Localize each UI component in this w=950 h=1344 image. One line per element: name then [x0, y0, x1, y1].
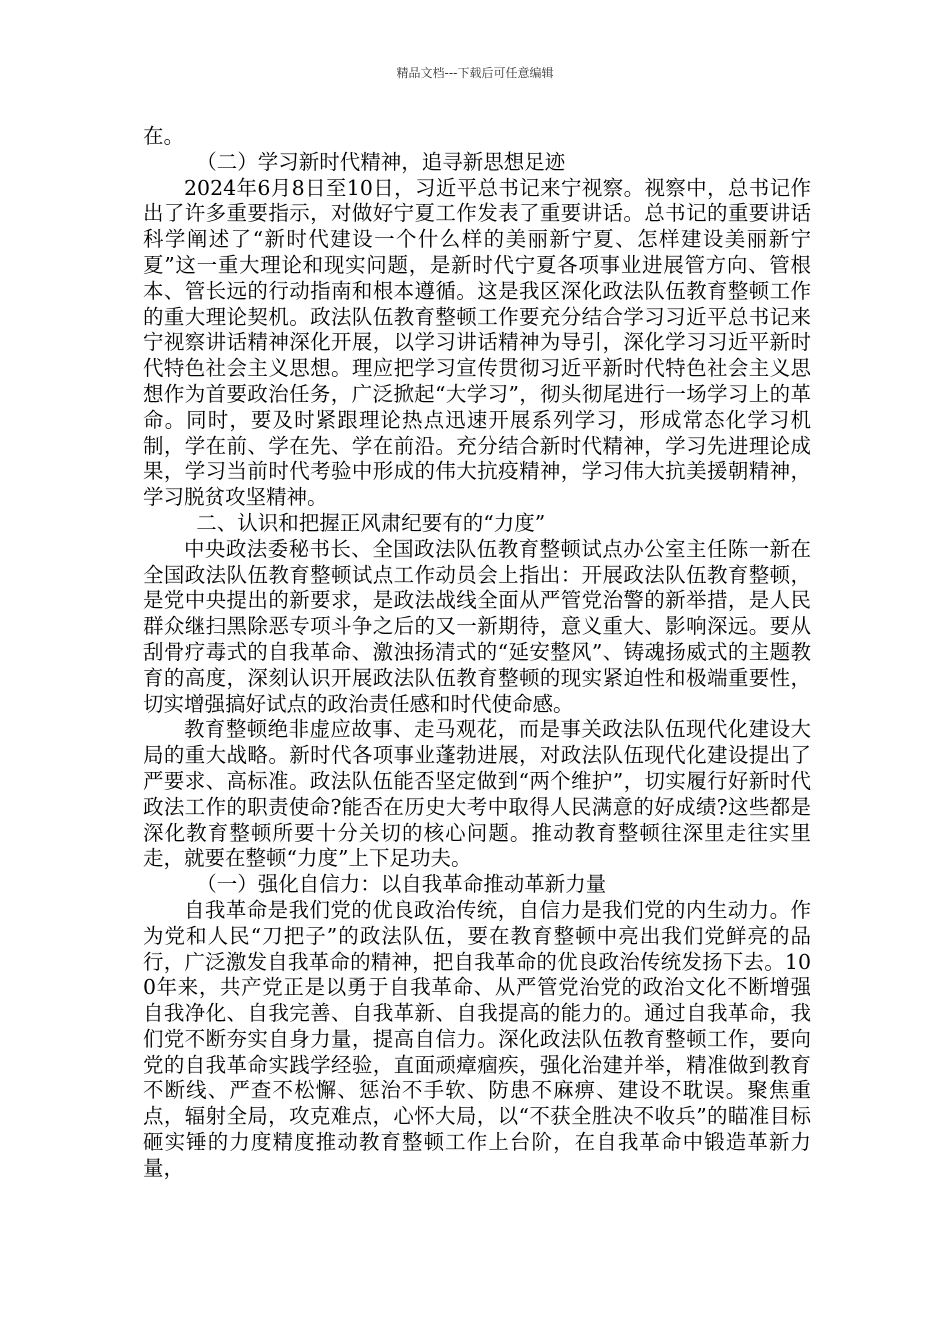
page-header: 精品文档---下载后可任意编辑 [396, 66, 554, 80]
section-heading-2-2: （二）学习新时代精神，追寻新思想足迹 [196, 149, 566, 174]
document-body [143, 124, 811, 1182]
paragraph-chen-yixin: 中央政法委秘书长、全国政法队伍教育整顿试点办公室主任陈一新在全国政法队伍教育整顿试点工作动员会上指出：开展政法队伍教育整顿，是党中央提出的新要求，是政法战线全面从严管党治警的新举措，是人民群众继扫黑除恶专项斗争之后的又一新期待，意义重大、影响深远。要从刮骨疗毒式的自我革命、激浊扬清式的“延安整风”、铸魂扬威式的主题教育的高度，深刻认识开展政法队伍教育整顿的现实紧迫性和极端重要性，切实增强搞好试点的政治责任感和时代使命感。 [143, 536, 811, 716]
section-heading-two: 二、认识和把握正风肃纪要有的“力度” [196, 510, 546, 535]
paragraph-self-revolution: 自我革命是我们党的优良政治传统，自信力是我们党的内生动力。作为党和人民“刀把子”的政法队伍，要在教育整顿中亮出我们党鲜亮的品行，广泛激发自我革命的精神，把自我革命的优良政治传统发扬下去。100年来，共产党正是以勇于自我革命、从严管党治党的政治文化不断增强自我净化、自我完善、自我革新、自我提高的能力的。通过自我革命，我们党不断夯实自身力量，提高自信力。深化政法队伍教育整顿工作，要向党的自我革命实践学经验，直面顽瘴痼疾，强化治建并举，精准做到教育不断线、严查不松懈、惩治不手软、防患不麻痹、建设不耽误。聚焦重点，辐射全局，攻克难点，心怀大局，以“不获全胜决不收兵”的瞄准目标砸实锤的力度精度推动教育整顿工作上台阶，在自我革命中锻造革新力量， [143, 897, 811, 1180]
paragraph-continuation: 在。 [143, 124, 184, 148]
paragraph-education-rectification: 教育整顿绝非虚应故事、走马观花，而是事关政法队伍现代化建设大局的重大战略。新时代各项事业蓬勃进展，对政法队伍现代化建设提出了严要求、高标准。政法队伍能否坚定做到“两个维护”，切实履行好新时代政法工作的职责使命?能否在历史大考中取得人民满意的好成绩?这些都是深化教育整顿所要十分关切的核心问题。推动教育整顿往深里走往实里走，就要在整顿“力度”上下足功夫。 [143, 717, 811, 871]
paragraph-study-spirit: 2024年6月8日至10日，习近平总书记来宁视察。视察中，总书记作出了许多重要指示，对做好宁夏工作发表了重要讲话。总书记的重要讲话科学阐述了“新时代建设一个什么样的美丽新宁夏、怎样建设美丽新宁夏”这一重大理论和现实问题，是新时代宁夏各项事业进展管方向、管根本、管长远的行动指南和根本遵循。这是我区深化政法队伍教育整顿工作的重大理论契机。政法队伍教育整顿工作要充分结合学习习近平总书记来宁视察讲话精神深化开展，以学习讲话精神为导引，深化学习习近平新时代特色社会主义思想。理应把学习宣传贯彻习近平新时代特色社会主义思想作为首要政治任务，广泛掀起“大学习”，彻头彻尾进行一场学习上的革命。同时，要及时紧跟理论热点迅速开展系列学习，形成常态化学习机制，学在前、学在先、学在前沿。充分结合新时代精神，学习先进理论成果，学习当前时代考验中形成的伟大抗疫精神，学习伟大抗美援朝精神，学习脱贫攻坚精神。 [143, 175, 811, 510]
section-heading-2-1: （一）强化自信力：以自我革命推动革新力量 [196, 872, 607, 897]
